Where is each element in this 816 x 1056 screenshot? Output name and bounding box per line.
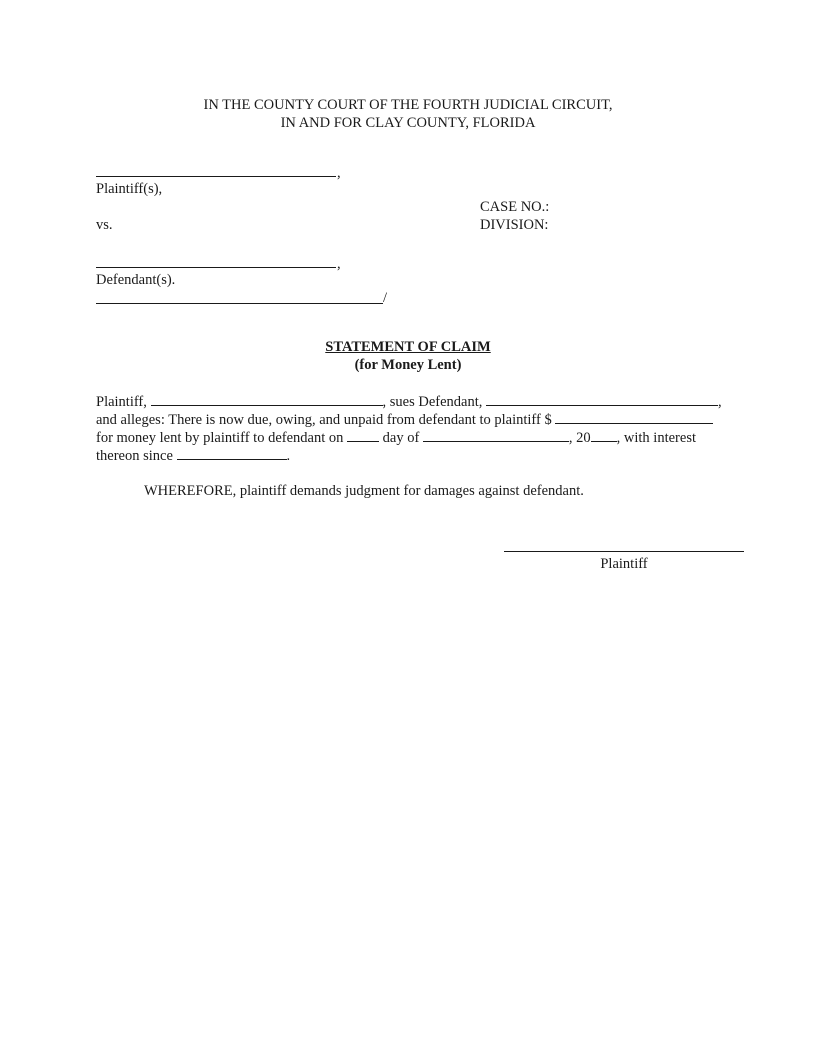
case-no-label: CASE NO.: — [480, 199, 550, 215]
body-sues-defendant: , sues Defendant, — [382, 394, 483, 410]
division-label: DIVISION: — [480, 217, 549, 233]
title-main: STATEMENT OF CLAIM — [325, 339, 491, 355]
defendant-label: Defendant(s). — [96, 272, 176, 288]
vs-label: vs. — [96, 217, 113, 233]
caption-slash: / — [383, 290, 388, 306]
plaintiff-name-line[interactable] — [96, 176, 336, 177]
defendant-comma: , — [337, 256, 341, 272]
document-title — [0, 338, 816, 374]
interest-since-blank[interactable] — [177, 446, 287, 460]
body-line-2 — [96, 410, 713, 429]
court-header-line-1: IN THE COUNTY COURT OF THE FOURTH JUDICIAL CIRCUIT, — [203, 97, 613, 113]
defendant-name-line[interactable] — [96, 267, 336, 268]
court-header — [0, 96, 816, 132]
body-plaintiff-label: Plaintiff, — [96, 394, 147, 410]
body-thereon-since-text: thereon since — [96, 448, 173, 464]
body-with-interest-text: , with interest — [616, 430, 696, 446]
body-day-of-text: day of — [382, 430, 420, 446]
defendant-name-blank[interactable] — [486, 392, 718, 406]
body-period: . — [286, 448, 291, 464]
caption-closing-line — [96, 303, 383, 304]
plaintiff-label: Plaintiff(s), — [96, 181, 163, 197]
title-sub: (for Money Lent) — [354, 357, 462, 373]
body-line1-comma: , — [718, 394, 722, 410]
signature-line[interactable] — [504, 551, 744, 552]
body-line-1 — [96, 392, 722, 411]
body-money-lent-text: for money lent by plaintiff to defendant on — [96, 430, 344, 446]
day-blank[interactable] — [347, 428, 379, 442]
wherefore-clause: WHEREFORE, plaintiff demands judgment for damages against defendant. — [144, 483, 584, 499]
year-blank[interactable] — [591, 428, 617, 442]
signature-label: Plaintiff — [600, 556, 648, 572]
plaintiff-comma: , — [337, 165, 341, 181]
court-header-line-2: IN AND FOR CLAY COUNTY, FLORIDA — [280, 115, 536, 131]
month-blank[interactable] — [423, 428, 569, 442]
body-line-3 — [96, 428, 696, 447]
plaintiff-name-blank[interactable] — [151, 392, 383, 406]
body-year-prefix: , 20 — [568, 430, 591, 446]
body-alleges-text: and alleges: There is now due, owing, and unpaid from defendant to plaintiff $ — [96, 412, 552, 428]
body-line-4 — [96, 446, 290, 465]
amount-blank[interactable] — [555, 410, 713, 424]
